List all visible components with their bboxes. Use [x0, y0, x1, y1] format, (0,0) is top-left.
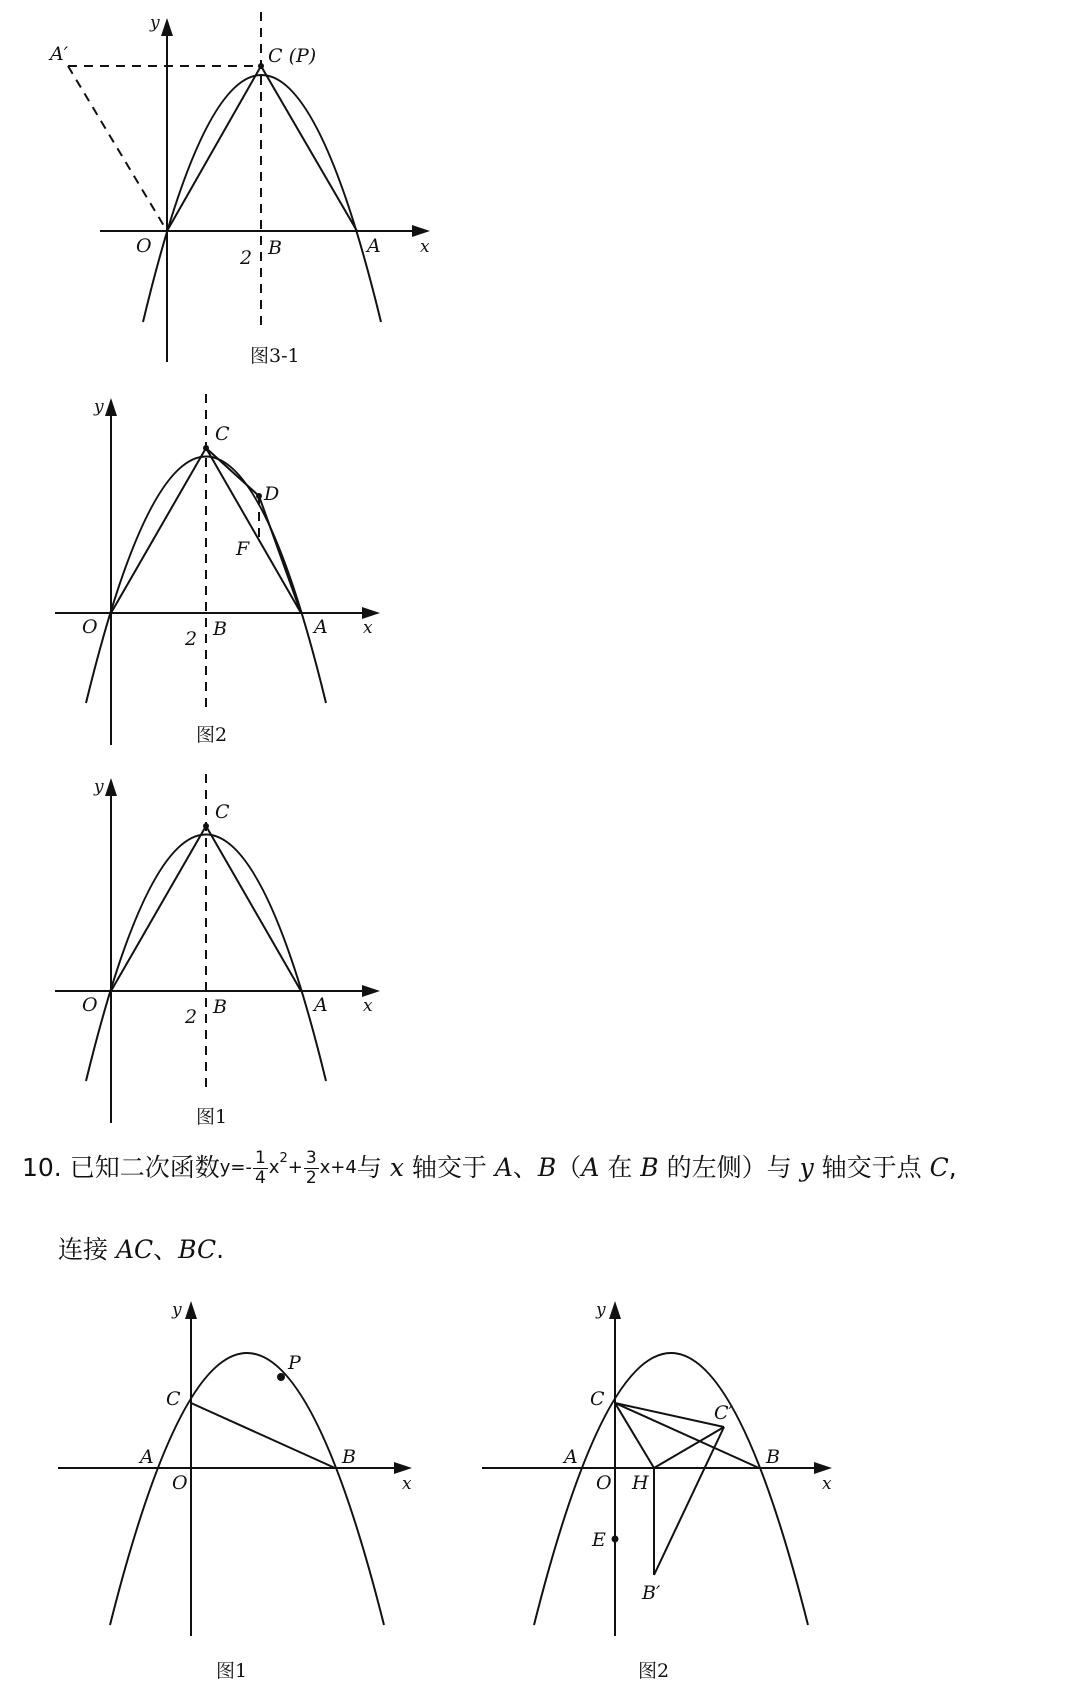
- point-C: [203, 823, 209, 829]
- fraction-1-denominator: 4: [254, 1167, 266, 1188]
- label-2: 2: [240, 247, 253, 269]
- label-C: C: [166, 1388, 181, 1410]
- label-B-prime: B′: [642, 1582, 661, 1604]
- problem-text-intro: 已知二次函数: [69, 1153, 220, 1182]
- figure-caption: 图1: [216, 1660, 248, 1682]
- figure-caption: 图2: [638, 1660, 670, 1682]
- label-A: A: [367, 235, 381, 257]
- label-A: A: [314, 616, 328, 638]
- problem-statement: [22, 1147, 1072, 1264]
- x-axis-arrow: [814, 1462, 832, 1474]
- label-B: B: [342, 1446, 356, 1468]
- var-AC: AC: [115, 1235, 154, 1264]
- point-E: [612, 1536, 619, 1543]
- y-axis-arrow: [161, 18, 173, 36]
- label-B: B: [766, 1446, 780, 1468]
- label-O: O: [172, 1472, 188, 1494]
- var-x: x: [389, 1153, 404, 1182]
- fn-tail: x+4: [319, 1157, 357, 1178]
- label-x: x: [402, 1474, 412, 1494]
- paren-open: （: [556, 1153, 582, 1182]
- point-D: [256, 493, 262, 499]
- sep-2: 、: [153, 1235, 179, 1264]
- label-F: F: [236, 538, 250, 560]
- label-y: y: [172, 1300, 182, 1320]
- y-axis-arrow: [609, 1301, 621, 1319]
- figure-1-bottom: [0, 1291, 440, 1691]
- label-C: C: [590, 1388, 605, 1410]
- parabola: [534, 1353, 808, 1625]
- text-connect: 连接: [58, 1235, 109, 1264]
- label-A: A: [564, 1446, 578, 1468]
- problem-number: 10.: [22, 1153, 62, 1182]
- fn-prefix: y=-: [219, 1157, 252, 1178]
- fraction-3-2: [304, 1149, 319, 1188]
- label-E: E: [592, 1529, 606, 1551]
- figure-caption: 图2: [196, 724, 228, 746]
- segment-CB: [615, 1403, 759, 1468]
- fraction-2-denominator: 2: [305, 1167, 317, 1188]
- label-y: y: [94, 777, 104, 797]
- label-x: x: [822, 1474, 832, 1494]
- figure-3-1: [0, 0, 440, 370]
- segment-OC: [111, 826, 206, 991]
- figure-caption: 图3-1: [250, 345, 300, 367]
- var-B: B: [537, 1153, 557, 1182]
- var-BC: BC: [178, 1235, 217, 1264]
- var-B-2: B: [640, 1153, 659, 1182]
- text-zai: 在: [607, 1153, 633, 1182]
- label-O: O: [82, 994, 98, 1016]
- figure-2-bottom: [470, 1291, 890, 1691]
- dashed-A-prime-O: [68, 66, 167, 231]
- sep-1: 、: [512, 1153, 538, 1182]
- segment-CD: [206, 448, 259, 496]
- problem-line-1: [22, 1148, 1072, 1188]
- x-axis-arrow: [412, 225, 430, 237]
- point-C: [258, 63, 264, 69]
- parabola: [110, 1353, 384, 1625]
- paren-close-text: 的左侧）与: [666, 1153, 792, 1182]
- label-B: B: [268, 237, 282, 259]
- text-point-intersect: 轴交于点: [821, 1153, 922, 1182]
- label-A: A: [314, 994, 328, 1016]
- comma: ,: [948, 1153, 957, 1182]
- point-P: [277, 1373, 285, 1381]
- label-y: y: [94, 397, 104, 417]
- fraction-1-4: [253, 1149, 268, 1188]
- label-A-prime: A′: [50, 43, 69, 65]
- label-O: O: [596, 1472, 612, 1494]
- label-C-prime: C′: [714, 1402, 733, 1424]
- fn-plus: +: [287, 1157, 303, 1178]
- label-P: P: [288, 1352, 301, 1374]
- label-O: O: [136, 235, 152, 257]
- segment-CB: [191, 1403, 335, 1468]
- x-axis-arrow: [394, 1462, 412, 1474]
- text-yu: 与: [356, 1153, 382, 1182]
- fraction-2-numerator: 3: [305, 1147, 317, 1168]
- label-x: x: [363, 618, 373, 638]
- label-D: D: [264, 483, 280, 505]
- label-2: 2: [185, 628, 198, 650]
- label-x: x: [363, 996, 373, 1016]
- var-A: A: [494, 1153, 513, 1182]
- segment-OC: [167, 66, 261, 231]
- text-axis-intersect: 轴交于: [411, 1153, 487, 1182]
- segment-CA: [206, 826, 301, 991]
- y-axis-arrow: [105, 778, 117, 796]
- problem-line-2: [58, 1230, 224, 1270]
- label-C: C: [215, 423, 230, 445]
- segment-CC-prime: [615, 1403, 724, 1427]
- fn-exponent: 2: [279, 1151, 288, 1166]
- label-C: C: [215, 801, 230, 823]
- segment-CA: [261, 66, 357, 231]
- var-C: C: [929, 1153, 949, 1182]
- fn-x: x: [268, 1157, 280, 1178]
- quadratic-function: [220, 1148, 357, 1188]
- label-H: H: [632, 1472, 649, 1494]
- label-O: O: [82, 616, 98, 638]
- label-B: B: [213, 618, 227, 640]
- period: .: [216, 1235, 225, 1264]
- segment-DA: [259, 496, 301, 613]
- label-A: A: [140, 1446, 154, 1468]
- figure-1-top: [0, 758, 400, 1128]
- label-B: B: [213, 996, 227, 1018]
- var-y: y: [799, 1153, 814, 1182]
- y-axis-arrow: [105, 398, 117, 416]
- var-A-2: A: [581, 1153, 600, 1182]
- figure-2-top: [0, 380, 400, 750]
- label-C: C (P): [268, 45, 317, 67]
- label-x: x: [420, 237, 430, 257]
- segment-CA: [206, 448, 301, 613]
- y-axis-arrow: [185, 1301, 197, 1319]
- label-y: y: [596, 1300, 606, 1320]
- segment-B-prime-C-prime: [654, 1427, 724, 1575]
- segment-OC: [111, 448, 206, 613]
- label-2: 2: [185, 1006, 198, 1028]
- label-y: y: [150, 13, 160, 33]
- figure-caption: 图1: [196, 1106, 228, 1128]
- fraction-1-numerator: 1: [254, 1147, 266, 1168]
- point-C: [203, 445, 209, 451]
